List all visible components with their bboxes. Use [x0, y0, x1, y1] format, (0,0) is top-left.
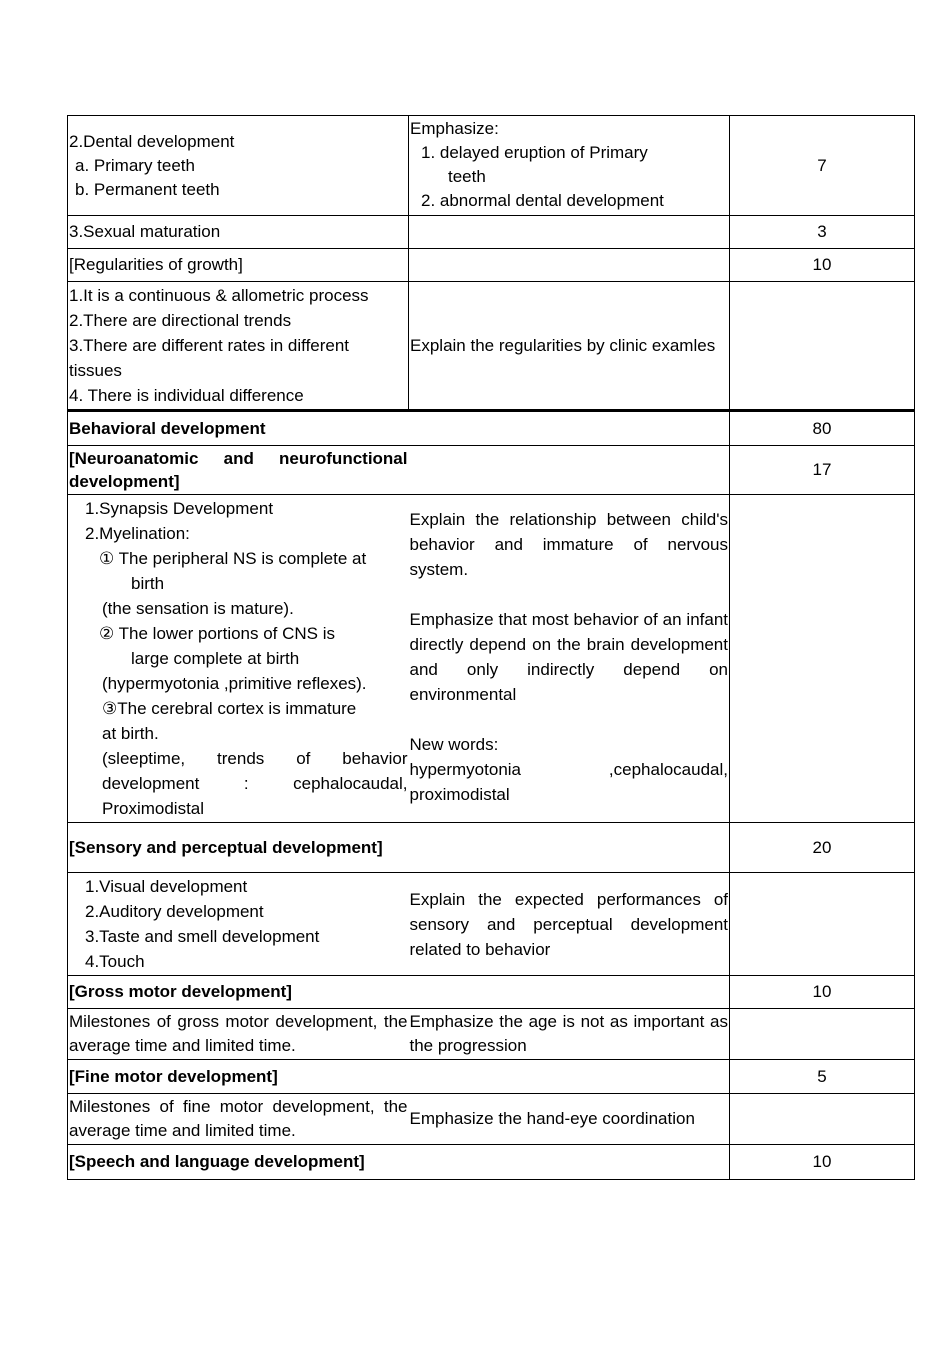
table-row [68, 495, 915, 823]
topic-line: ② The lower portions of CNS is [99, 624, 336, 643]
note-paragraph: Emphasize that most behavior of an infant directly depend on the brain development and only indirectly depend on environmental [409, 610, 728, 704]
note-cell: Emphasize the age is not as important as the progression [409, 1009, 730, 1060]
note-cell: Explain the expected performances of sensory and perceptual development related to behavior [409, 873, 730, 976]
table-row [68, 411, 915, 446]
topic-cell: Milestones of gross motor development, the average time and limited time. [68, 1009, 409, 1060]
hours-cell [730, 1009, 915, 1060]
topic-line: 1.Visual development [85, 877, 248, 896]
topic-line: ③The cerebral cortex is immature [102, 699, 357, 718]
note-paragraph: New words: [409, 735, 499, 754]
hours-cell: 10 [730, 1145, 915, 1180]
hours-cell: 20 [730, 823, 915, 873]
table-row [68, 116, 915, 216]
note-cell: Explain the regularities by clinic examles [409, 282, 730, 411]
table-row [68, 1060, 915, 1094]
table-row [68, 976, 915, 1009]
topic-cell: 3.Sexual maturation [68, 216, 409, 249]
topic-line: a. Primary teeth [75, 155, 195, 175]
topic-line: 3.There are different rates in different [69, 336, 350, 355]
topic-line: 3.Taste and smell development [85, 927, 320, 946]
topic-line: tissues [69, 361, 122, 380]
topic-line: 4.Touch [85, 952, 145, 971]
topic-line: 2.Auditory development [85, 902, 264, 921]
table-row [68, 1094, 915, 1145]
topic-line: (sleeptime, trends of behavior development : cephalocaudal, Proximodistal [102, 749, 408, 818]
note-cell [409, 446, 730, 495]
note-cell: Emphasize the hand-eye coordination [409, 1094, 730, 1145]
hours-cell [730, 495, 915, 823]
hours-cell: 5 [730, 1060, 915, 1094]
topic-line: ① The peripheral NS is complete at [99, 549, 367, 568]
topic-line: 1.It is a continuous & allometric process [69, 286, 369, 305]
hours-cell [730, 282, 915, 411]
topic-line: 2.There are directional trends [69, 311, 292, 330]
topic-cell: Milestones of fine motor development, the average time and limited time. [68, 1094, 409, 1145]
note-line: 2. abnormal dental development [421, 191, 664, 210]
note-cell [409, 1060, 730, 1094]
table-row [68, 446, 915, 495]
topic-line: at birth. [102, 724, 159, 743]
table-row [68, 1145, 915, 1180]
hours-cell: 17 [730, 446, 915, 495]
topic-cell [68, 495, 409, 823]
hours-cell: 10 [730, 976, 915, 1009]
subsection-title: [Sensory and perceptual development] [68, 823, 409, 873]
note-cell [409, 976, 730, 1009]
note-line: Emphasize: [410, 119, 499, 138]
hours-cell: 7 [730, 116, 915, 216]
topic-cell: [Regularities of growth] [68, 249, 409, 282]
topic-line: 2.Dental development [69, 131, 235, 151]
table-row [68, 249, 915, 282]
subsection-title: [Fine motor development] [68, 1060, 409, 1094]
note-line: 1. delayed eruption of Primary [421, 143, 648, 162]
hours-cell [730, 873, 915, 976]
note-cell [409, 1145, 730, 1180]
note-cell [409, 495, 730, 823]
topic-line: (hypermyotonia ,primitive reflexes). [102, 674, 367, 693]
hours-cell: 3 [730, 216, 915, 249]
table-row [68, 282, 915, 411]
hours-cell: 80 [730, 411, 915, 446]
note-paragraph: Explain the relationship between child's behavior and immature of nervous system. [409, 510, 728, 579]
note-cell [409, 216, 730, 249]
table-row [68, 823, 915, 873]
syllabus-table [67, 115, 907, 1180]
note-cell [409, 411, 730, 446]
subsection-title: [Gross motor development] [68, 976, 409, 1009]
topic-line: (the sensation is mature). [102, 599, 294, 618]
note-cell [409, 116, 730, 216]
topic-cell [68, 873, 409, 976]
topic-line: 1.Synapsis Development [85, 499, 274, 518]
hours-cell: 10 [730, 249, 915, 282]
topic-cell [68, 116, 409, 216]
topic-line: large complete at birth [131, 649, 300, 668]
hours-cell [730, 1094, 915, 1145]
note-paragraph: hypermyotonia ,cephalocaudal, proximodistal [409, 760, 728, 804]
topic-line: b. Permanent teeth [75, 179, 220, 199]
table-row [68, 873, 915, 976]
table-row [68, 1009, 915, 1060]
table-row [68, 216, 915, 249]
note-line: teeth [448, 167, 486, 186]
topic-line: birth [131, 574, 165, 593]
subsection-title: [Speech and language development] [68, 1145, 409, 1180]
topic-line: 4. There is individual difference [69, 386, 304, 405]
topic-cell [68, 282, 409, 411]
note-cell [409, 249, 730, 282]
subsection-title: [Neuroanatomic and neurofunctional development] [68, 446, 409, 495]
topic-line: 2.Myelination: [85, 524, 190, 543]
section-title: Behavioral development [68, 411, 409, 446]
note-cell [409, 823, 730, 873]
